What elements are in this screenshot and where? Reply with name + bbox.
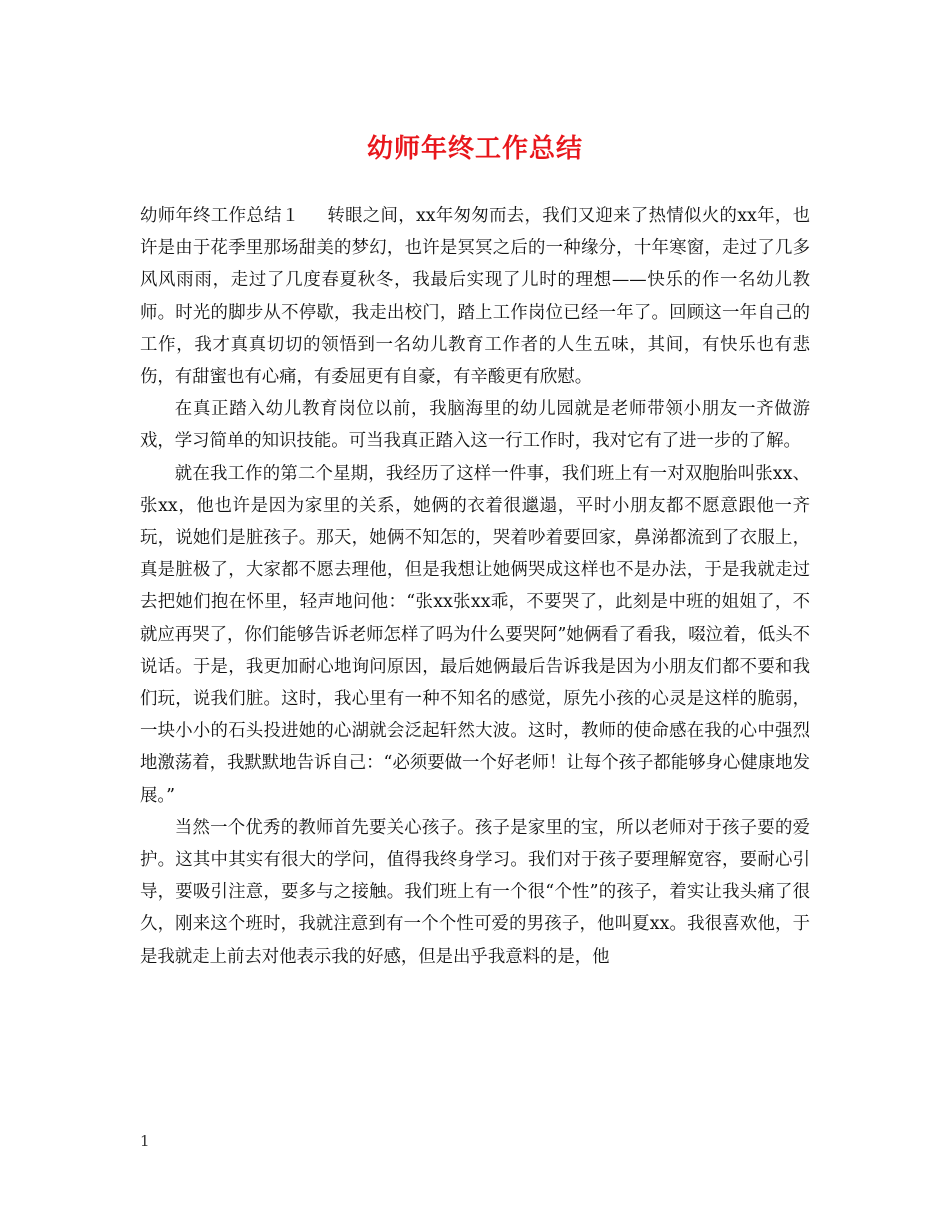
paragraph-1 — [140, 200, 810, 393]
paragraph-2 — [140, 393, 810, 457]
paragraph-3-text: 就在我工作的第二个星期，我经历了这样一件事，我们班上有一对双胞胎叫张xx、张xx，他也许是因为家里的关系，她俩的衣着很邋遢，平时小朋友都不愿意跟他一齐玩，说她们是脏孩子。那天，她俩不知怎的，哭着吵着要回家，鼻涕都流到了衣服上，真是脏极了，大家都不愿去理他，但是我想让她俩哭成这样也不是办法，于是我就走过去把她们抱在怀里，轻声地问他：“张xx张xx乖，不要哭了，此刻是中班的姐姐了，不就应再哭了，你们能够告诉老师怎样了吗为什么要哭阿”她俩看了看我，啜泣着，低头不说话。于是，我更加耐心地询问原因，最后她俩最后告诉我是因为小朋友们都不要和我们玩，说我们脏。这时，我心里有一种不知名的感觉，原先小孩的心灵是这样的脆弱，一块小小的石头投进她的心湖就会泛起轩然大波。这时，教师的使命感在我的心中强烈地激荡着，我默默地告诉自己：“必须要做一个好老师！让每个孩子都能够身心健康地发展。” — [140, 463, 810, 806]
page-number: 1 — [140, 1132, 150, 1150]
document-body — [140, 200, 810, 973]
document-title: 幼师年终工作总结 — [366, 134, 583, 164]
paragraph-4 — [140, 812, 810, 973]
section-heading: 幼师年终工作总结１ — [140, 206, 300, 226]
paragraph-3 — [140, 458, 810, 812]
paragraph-1-text: 转眼之间，xx年匆匆而去，我们又迎来了热情似火的xx年，也许是由于花季里那场甜美的梦幻，也许是冥冥之后的一种缘分，十年寒窗，走过了几多风风雨雨，走过了几度春夏秋冬，我最后实现了儿时的理想——快乐的作一名幼儿教师。时光的脚步从不停歇，我走出校门，踏上工作岗位已经一年了。回顾这一年自己的工作，我才真真切切的领悟到一名幼儿教育工作者的人生五味，其间，有快乐也有悲伤，有甜蜜也有心痛，有委屈更有自豪，有辛酸更有欣慰。 — [140, 206, 810, 388]
paragraph-2-text: 在真正踏入幼儿教育岗位以前，我脑海里的幼儿园就是老师带领小朋友一齐做游戏，学习简单的知识技能。可当我真正踏入这一行工作时，我对它有了进一步的了解。 — [140, 399, 810, 452]
paragraph-4-text: 当然一个优秀的教师首先要关心孩子。孩子是家里的宝，所以老师对于孩子要的爱护。这其中其实有很大的学问，值得我终身学习。我们对于孩子要理解宽容，要耐心引导，要吸引注意，要多与之接触。我们班上有一个很“个性”的孩子，着实让我头痛了很久，刚来这个班时，我就注意到有一个个性可爱的男孩子，他叫夏xx。我很喜欢他，于是我就走上前去对他表示我的好感，但是出乎我意料的是，他 — [140, 817, 810, 967]
